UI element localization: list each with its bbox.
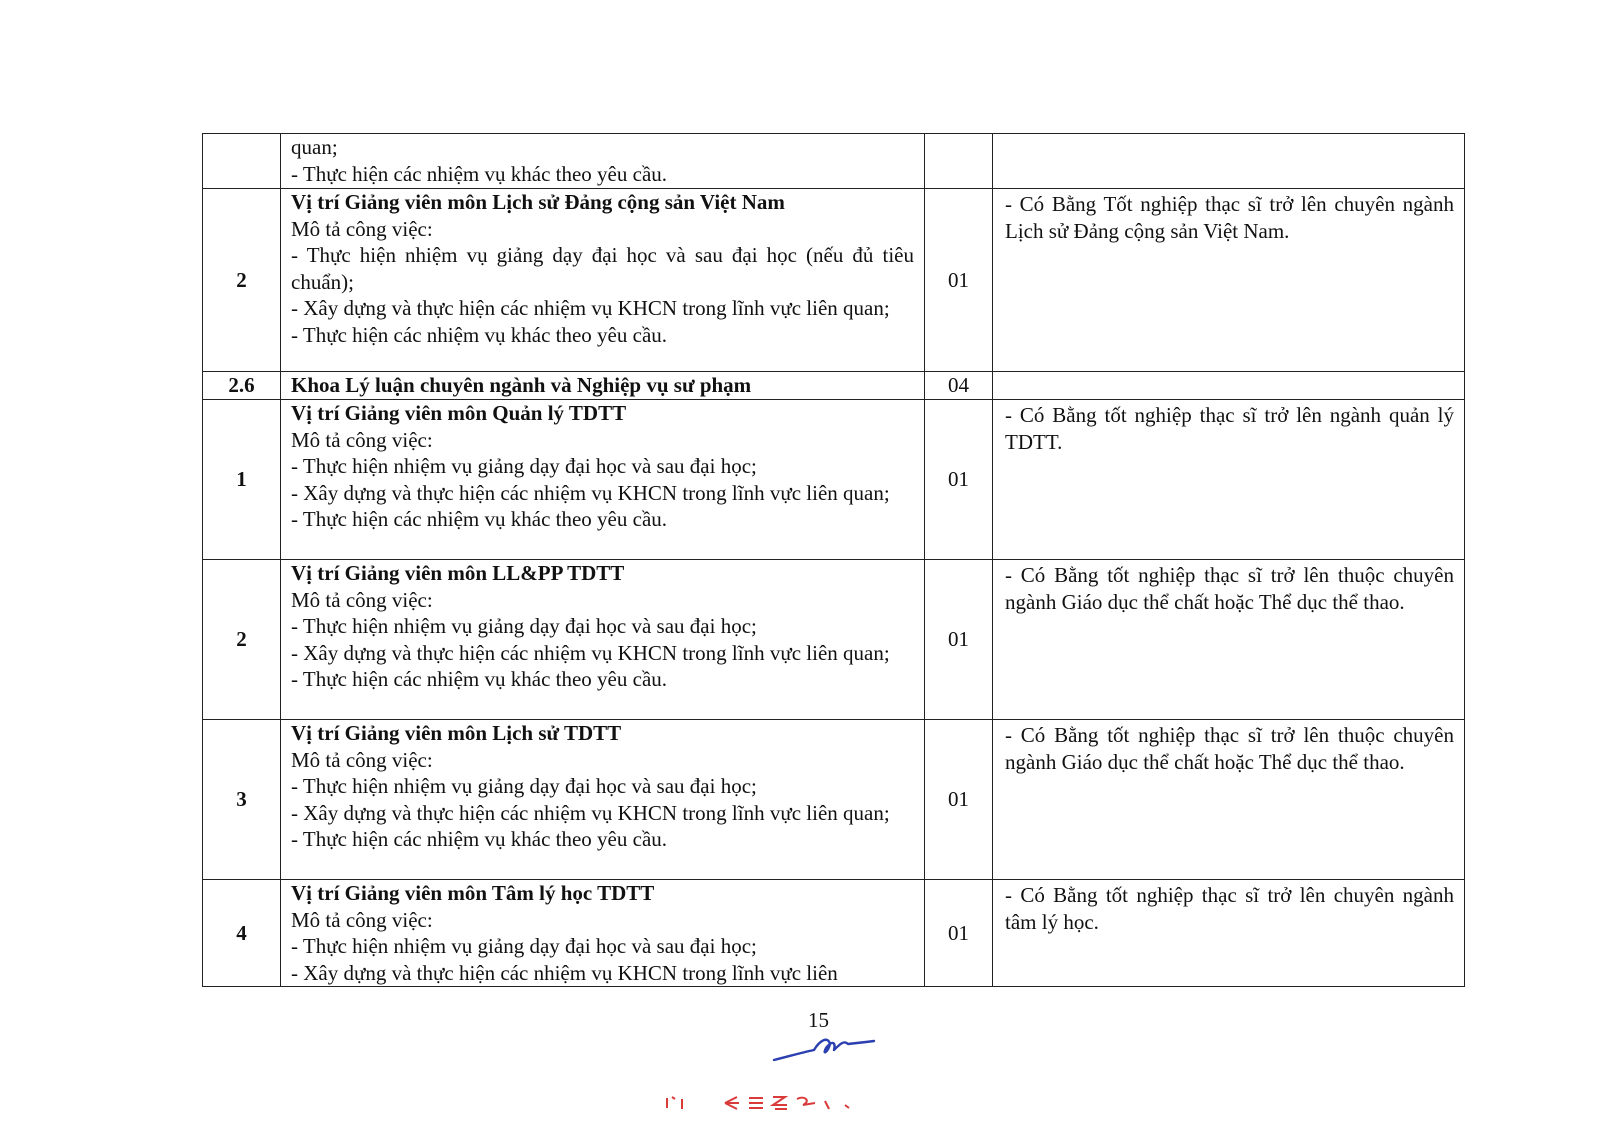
table-row xyxy=(203,134,1465,189)
position-title: Vị trí Giảng viên môn Quản lý TDTT xyxy=(291,401,627,425)
position-description xyxy=(281,400,925,560)
description-line: Mô tả công việc: xyxy=(291,427,433,452)
position-description xyxy=(281,720,925,880)
section-row xyxy=(203,372,1465,400)
recruitment-table xyxy=(202,133,1465,987)
quantity: 01 xyxy=(925,880,993,987)
position-description xyxy=(281,189,925,372)
description-line: - Thực hiện các nhiệm vụ khác theo yêu cầu. xyxy=(291,161,668,186)
position-description xyxy=(281,134,925,189)
section-number: 2.6 xyxy=(203,372,281,400)
requirement: - Có Bằng tốt nghiệp thạc sĩ trở lên ngành quản lý TDTT. xyxy=(993,400,1465,560)
quantity: 01 xyxy=(925,560,993,720)
quantity: 04 xyxy=(925,372,993,400)
description-line: Mô tả công việc: xyxy=(291,587,433,612)
row-number: 1 xyxy=(203,400,281,560)
position-title: Vị trí Giảng viên môn Tâm lý học TDTT xyxy=(291,881,655,905)
description-line: - Xây dựng và thực hiện các nhiệm vụ KHCN trong lĩnh vực liên quan; xyxy=(291,640,890,665)
requirement: - Có Bằng tốt nghiệp thạc sĩ trở lên chuyên ngành tâm lý học. xyxy=(993,880,1465,987)
description-line: - Thực hiện nhiệm vụ giảng dạy đại học và sau đại học; xyxy=(291,934,757,958)
description-line: - Thực hiện nhiệm vụ giảng dạy đại học và sau đại học; xyxy=(291,454,757,478)
requirement: - Có Bằng tốt nghiệp thạc sĩ trở lên thuộc chuyên ngành Giáo dục thể chất hoặc Thể dục thể thao. xyxy=(993,560,1465,720)
quantity: 01 xyxy=(925,400,993,560)
position-title: Vị trí Giảng viên môn Lịch sử TDTT xyxy=(291,721,622,745)
description-line: Mô tả công việc: xyxy=(291,747,433,772)
red-stamp-mark xyxy=(665,1093,885,1113)
requirement xyxy=(993,372,1465,400)
row-number: 2 xyxy=(203,189,281,372)
requirement xyxy=(993,134,1465,189)
description-line: - Xây dựng và thực hiện các nhiệm vụ KHCN trong lĩnh vực liên xyxy=(291,960,838,985)
page-number: 15 xyxy=(808,1008,829,1032)
position-title: Vị trí Giảng viên môn Lịch sử Đảng cộng sản Việt Nam xyxy=(291,190,785,214)
description-line: Mô tả công việc: xyxy=(291,216,433,241)
signature-mark xyxy=(770,1030,880,1070)
description-line: - Thực hiện các nhiệm vụ khác theo yêu cầu. xyxy=(291,507,668,531)
description-line: - Thực hiện nhiệm vụ giảng dạy đại học và sau đại học; xyxy=(291,774,757,798)
table-row xyxy=(203,400,1465,560)
quantity: 01 xyxy=(925,189,993,372)
description-line: - Xây dựng và thực hiện các nhiệm vụ KHCN trong lĩnh vực liên quan; xyxy=(291,296,890,320)
row-number xyxy=(203,134,281,189)
description-line: - Xây dựng và thực hiện các nhiệm vụ KHCN trong lĩnh vực liên quan; xyxy=(291,480,890,505)
table-row xyxy=(203,560,1465,720)
description-line: quan; xyxy=(291,135,338,159)
position-description xyxy=(281,560,925,720)
description-line: Mô tả công việc: xyxy=(291,907,433,932)
row-number: 2 xyxy=(203,560,281,720)
description-line: - Thực hiện các nhiệm vụ khác theo yêu cầu. xyxy=(291,322,668,347)
quantity: 01 xyxy=(925,720,993,880)
table-row xyxy=(203,720,1465,880)
section-title: Khoa Lý luận chuyên ngành và Nghiệp vụ sư phạm xyxy=(281,372,925,400)
description-line: - Thực hiện các nhiệm vụ khác theo yêu cầu. xyxy=(291,827,668,851)
description-line: - Thực hiện nhiệm vụ giảng dạy đại học và sau đại học; xyxy=(291,614,757,638)
row-number: 3 xyxy=(203,720,281,880)
requirement: - Có Bằng tốt nghiệp thạc sĩ trở lên thuộc chuyên ngành Giáo dục thể chất hoặc Thể dục thể thao. xyxy=(993,720,1465,880)
position-description xyxy=(281,880,925,987)
table-row xyxy=(203,189,1465,372)
row-number: 4 xyxy=(203,880,281,987)
quantity xyxy=(925,134,993,189)
table-row xyxy=(203,880,1465,987)
position-title: Vị trí Giảng viên môn LL&PP TDTT xyxy=(291,561,625,585)
requirement: - Có Bằng Tốt nghiệp thạc sĩ trở lên chuyên ngành Lịch sử Đảng cộng sản Việt Nam. xyxy=(993,189,1465,372)
description-line: - Thực hiện các nhiệm vụ khác theo yêu cầu. xyxy=(291,667,668,691)
description-line: - Thực hiện nhiệm vụ giảng dạy đại học và sau đại học (nếu đủ tiêu chuẩn); xyxy=(291,243,914,294)
description-line: - Xây dựng và thực hiện các nhiệm vụ KHCN trong lĩnh vực liên quan; xyxy=(291,800,890,825)
